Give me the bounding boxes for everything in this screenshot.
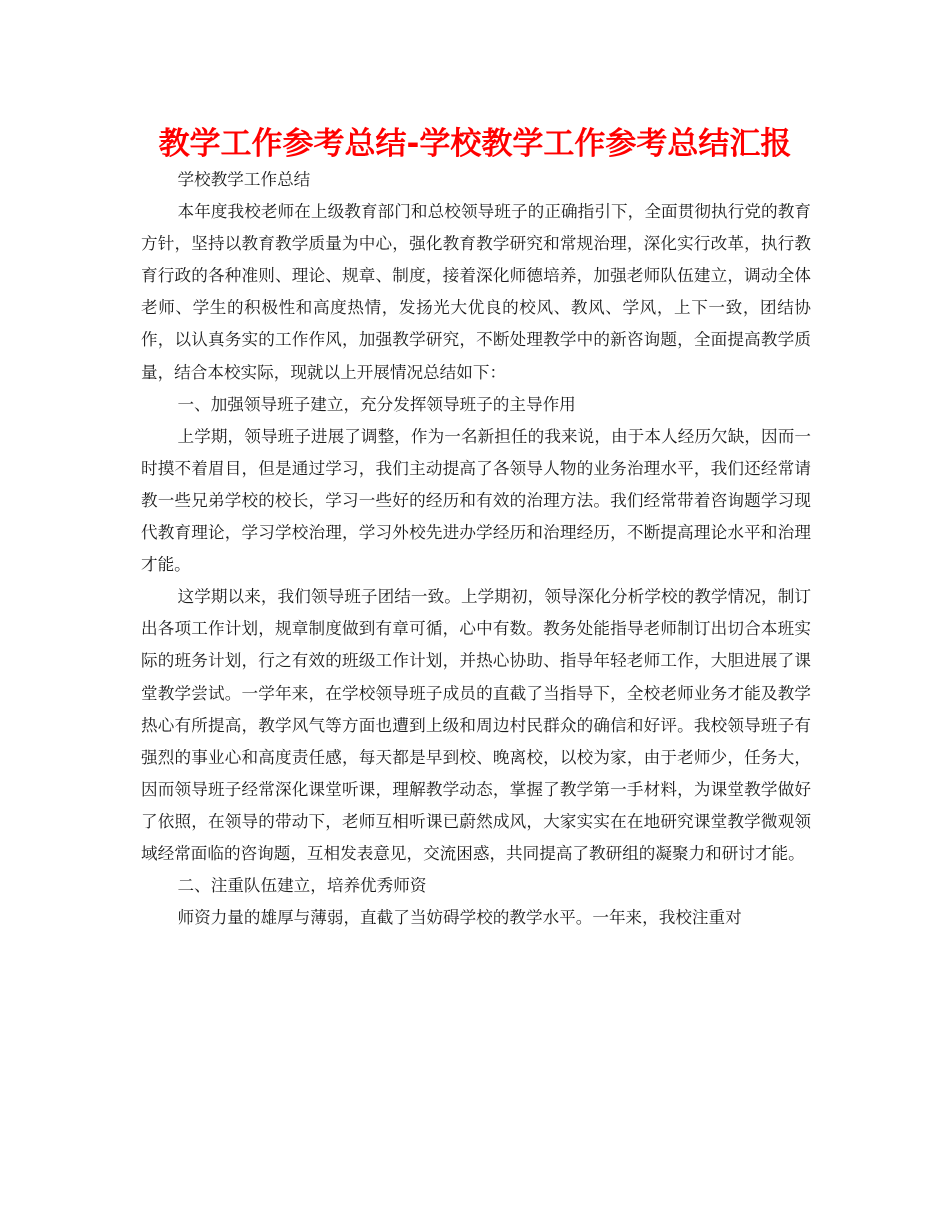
body-paragraph: 上学期，领导班子进展了调整，作为一名新担任的我来说，由于本人经历欠缺，因而一时摸不着眉目，但是通过学习，我们主动提高了各领导人物的业务治理水平，我们还经常请教一些兄弟学校的校长，学习一些好的经历和有效的治理方法。我们经常带着咨询题学习现代教育理论，学习学校治理，学习外校先进办学经历和治理经历，不断提高理论水平和治理才能。 bbox=[141, 426, 811, 575]
document-title: 教学工作参考总结-学校教学工作参考总结汇报 bbox=[158, 126, 792, 162]
section-heading-1: 一、加强领导班子建立，充分发挥领导班子的主导作用 bbox=[177, 394, 576, 414]
subtitle-paragraph: 学校教学工作总结 bbox=[177, 170, 311, 189]
section-heading-2: 二、注重队伍建立，培养优秀师资 bbox=[177, 876, 427, 896]
body-paragraph: 这学期以来，我们领导班子团结一致。上学期初，领导深化分析学校的教学情况，制订出各项工作计划，规章制度做到有章可循，心中有数。教务处能指导老师制订出切合本班实际的班务计划，行之有效的班级工作计划，并热心协助、指导年轻老师工作，大胆进展了课堂教学尝试。一学年来，在学校领导班子成员的直截了当指导下，全校老师业务才能及教学热心有所提高，教学风气等方面也遭到上级和周边村民群众的确信和好评。我校领导班子有强烈的事业心和高度责任感，每天都是早到校、晚离校，以校为家，由于老师少，任务大，因而领导班子经常深化课堂听课，理解教学动态，掌握了教学第一手材料，为课堂教学做好了依照，在领导的带动下，老师互相听课已蔚然成风，大家实实在在地研究课堂教学微观领域经常面临的咨询题，互相发表意见，交流困惑，共同提高了教研组的凝聚力和研讨才能。 bbox=[141, 587, 811, 863]
body-paragraph: 师资力量的雄厚与薄弱，直截了当妨碍学校的教学水平。一年来，我校注重对 bbox=[177, 908, 742, 928]
intro-paragraph: 本年度我校老师在上级教育部门和总校领导班子的正确指引下，全面贯彻执行党的教育方针，坚持以教育教学质量为中心，强化教育教学研究和常规治理，深化实行改革，执行教育行政的各种准则、理论、规章、制度，接着深化师德培养，加强老师队伍建立，调动全体老师、学生的积极性和高度热情，发扬光大优良的校风、教风、学风，上下一致，团结协作，以认真务实的工作作风，加强教学研究，不断处理教学中的新咨询题，全面提高教学质量，结合本校实际，现就以上开展情况总结如下： bbox=[141, 202, 811, 382]
document-body bbox=[141, 164, 811, 934]
